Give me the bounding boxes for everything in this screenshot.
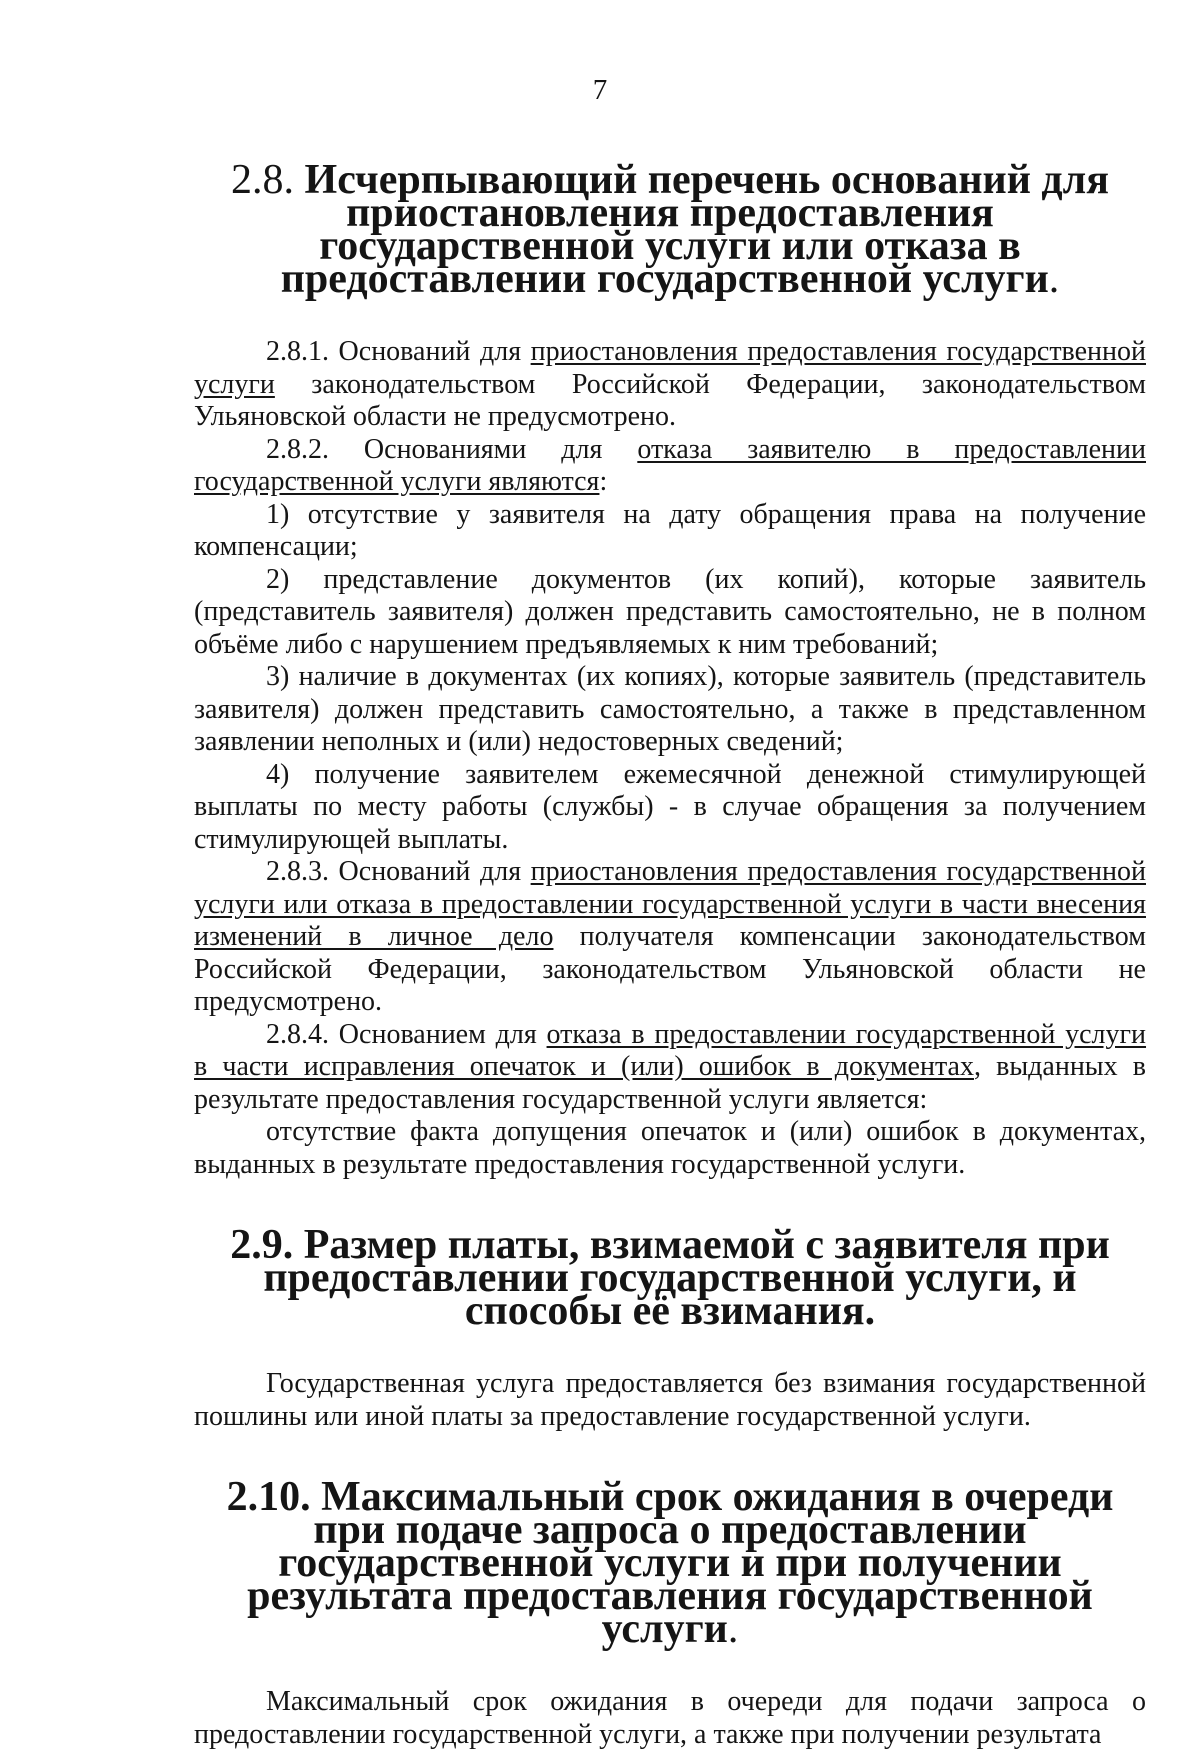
section-2-9-heading: 2.9. Размер платы, взимаемой с заявителя при предоставлении государственной услуги, и способы её взимания. <box>230 1222 1110 1334</box>
paragraph-2-8-1: 2.8.1. Оснований для приостановления предоставления государственной услуги законодательством Российской Федерации, законодательством Ульяновской области не предусмотрено. <box>194 336 1146 432</box>
document-body <box>194 157 1147 1751</box>
underlined-text: отказа в предоставлении государственной услуги в части исправления опечаток и (или) ошибок в документах <box>194 1018 1147 1082</box>
list-item-4: 4) получение заявителем ежемесячной денежной стимулирующей выплаты по месту работы (службы) - в случае обращения за получением стимулирующей выплаты. <box>194 758 1146 855</box>
underlined-text: приостановления предоставления государственной услуги или отказа в предоставлении государственной услуги в части внесения изменений в личное дело <box>194 856 1146 952</box>
section-2-8-title: Исчерпывающий перечень оснований для приостановления предоставления государственной услуги или отказа в предоставлении государственной услуги <box>280 157 1109 302</box>
underlined-text: отказа заявителю в предоставлении государственной услуги являются <box>194 433 1146 497</box>
paragraph-2-8-4: 2.8.4. Основанием для отказа в предоставлении государственной услуги в части исправления опечаток и (или) ошибок в документах, выданных в результате предоставления государственной услуги является: <box>194 1018 1147 1115</box>
section-2-8-number: 2.8. <box>231 157 295 203</box>
list-item-1: 1) отсутствие у заявителя на дату обращения права на получение компенсации; <box>194 498 1146 562</box>
section-2-8-title-dot: . <box>1048 256 1060 302</box>
section-2-10-title-dot: . <box>727 1606 739 1652</box>
paragraph-2-9: Государственная услуга предоставляется без взимания государственной пошлины или иной платы за предоставление государственной услуги. <box>194 1368 1146 1432</box>
paragraph-2-10: Максимальный срок ожидания в очереди для подачи запроса о предоставлении государственной услуги, а также при получении результата <box>194 1686 1146 1750</box>
list-item-2: 2) представление документов (их копий), которые заявитель (представитель заявителя) должен представить самостоятельно, не в полном объёме либо с нарушением предъявляемых к ним требований; <box>194 563 1146 660</box>
section-2-10-heading <box>194 1474 1146 1652</box>
list-item-3: 3) наличие в документах (их копиях), которые заявитель (представитель заявителя) должен представить самостоятельно, а также в представленном заявлении неполных и (или) недостоверных сведений; <box>194 661 1146 757</box>
section-2-10-title: 2.10. Максимальный срок ожидания в очереди при подаче запроса о предоставлении государственной услуги и при получении результата предоставления государственной услуги <box>226 1474 1114 1652</box>
paragraph-2-8-2: 2.8.2. Основаниями для отказа заявителю в предоставлении государственной услуги являются: <box>194 433 1146 497</box>
paragraph-2-8-3: 2.8.3. Оснований для приостановления предоставления государственной услуги или отказа в предоставлении государственной услуги в части внесения изменений в личное дело получателя компенсации законодательством Российской Федерации, законодательством Ульяновской области не предусмотрено. <box>194 856 1146 1017</box>
underlined-text: приостановления предоставления государственной услуги <box>194 336 1146 400</box>
section-2-8-heading <box>194 157 1146 302</box>
paragraph-2-8-4-detail: отсутствие факта допущения опечаток и (или) ошибок в документах, выданных в результате предоставления государственной услуги. <box>194 1116 1146 1180</box>
page-number: 7 <box>592 74 608 106</box>
